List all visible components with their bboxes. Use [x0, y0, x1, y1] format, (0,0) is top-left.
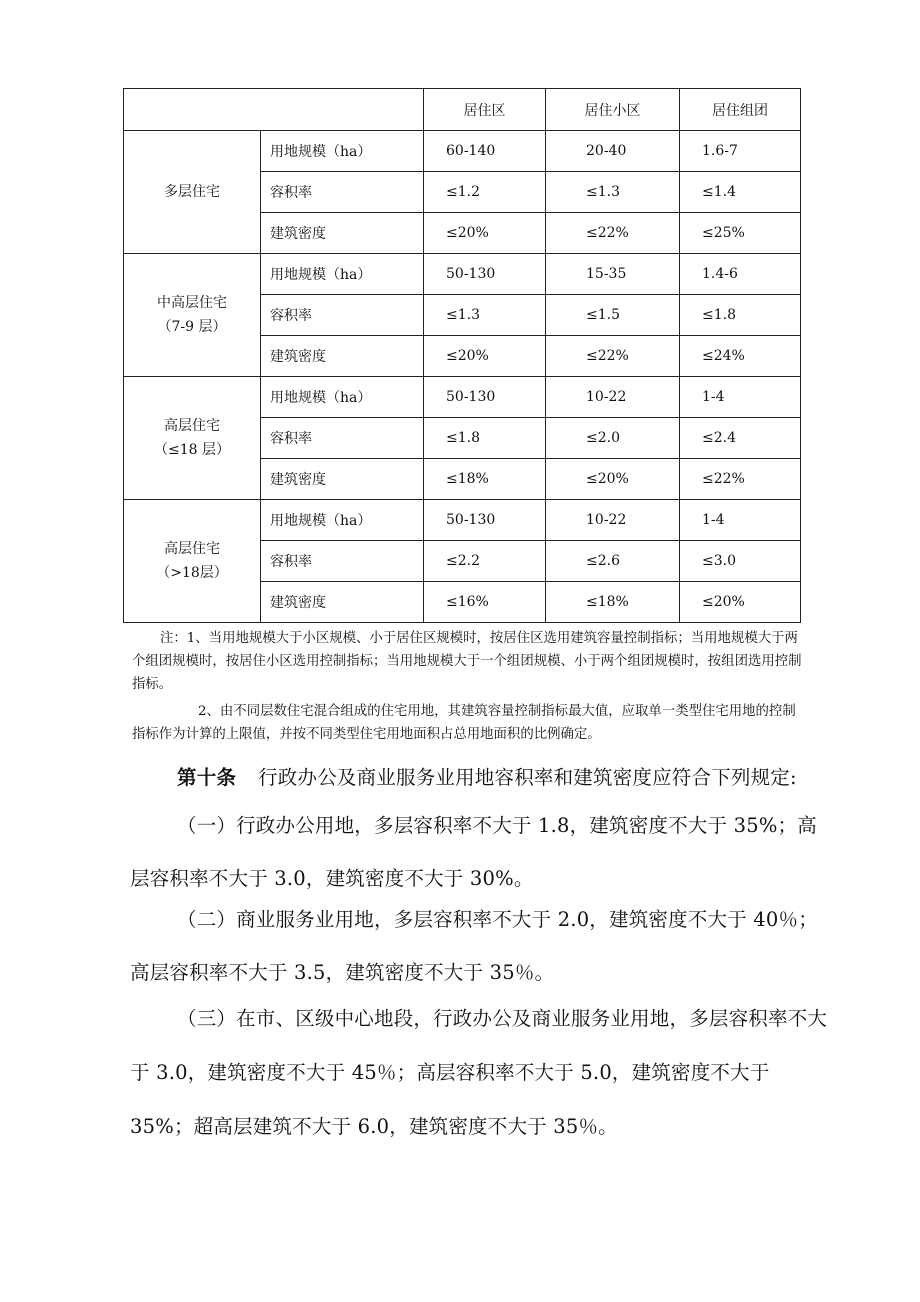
indicator-value-cell: 1-4 — [680, 377, 801, 418]
building-type-floors: （≤18 层） — [154, 442, 230, 458]
article-item-1: （一）行政办公用地，多层容积率不大于 1.8，建筑密度不大于 35%；高层容积率不大于 3.0，建筑密度不大于 30%。 — [130, 814, 817, 890]
building-type-name: 高层住宅 — [164, 418, 220, 434]
indicator-value-cell: ≤25% — [680, 213, 801, 254]
table-row — [124, 377, 801, 418]
table-row — [124, 131, 801, 172]
indicator-value-cell: ≤1.8 — [424, 418, 546, 459]
control-index-table — [123, 88, 801, 623]
indicator-value-cell: ≤16% — [424, 582, 546, 623]
indicator-value-cell: ≤20% — [546, 459, 680, 500]
indicator-value-cell: ≤2.2 — [424, 541, 546, 582]
building-type-cell — [124, 377, 261, 500]
indicator-name-cell: 用地规模（ha） — [261, 500, 424, 541]
indicator-name-cell: 用地规模（ha） — [261, 131, 424, 172]
article-item-2: （二）商业服务业用地，多层容积率不大于 2.0，建筑密度不大于 40％；高层容积率不大于 3.5，建筑密度不大于 35％。 — [130, 908, 818, 984]
indicator-value-cell: ≤2.6 — [546, 541, 680, 582]
indicator-name-cell: 建筑密度 — [261, 213, 424, 254]
indicator-value-cell: 50-130 — [424, 377, 546, 418]
indicator-name-cell: 用地规模（ha） — [261, 377, 424, 418]
article-item-3: （三）在市、区级中心地段，行政办公及商业服务业用地，多层容积率不大于 3.0，建筑密度不大于 45％；高层容积率不大于 5.0，建筑密度不大于 35%；超高层建筑不大于 6.0，建筑密度不大于 35％。 — [130, 1007, 828, 1138]
building-type-floors: （>18层） — [156, 565, 228, 581]
indicator-value-cell: ≤1.2 — [424, 172, 546, 213]
indicator-name-cell: 建筑密度 — [261, 582, 424, 623]
indicator-value-cell: ≤1.5 — [546, 295, 680, 336]
header-blank-cell — [124, 89, 424, 131]
indicator-name-cell: 容积率 — [261, 418, 424, 459]
indicator-value-cell: ≤3.0 — [680, 541, 801, 582]
building-type-name: 高层住宅 — [164, 541, 220, 557]
building-type-cell — [124, 254, 261, 377]
indicator-value-cell: 1-4 — [680, 500, 801, 541]
indicator-value-cell: 20-40 — [546, 131, 680, 172]
header-residential-cluster: 居住组团 — [680, 89, 801, 131]
indicator-value-cell: ≤1.3 — [424, 295, 546, 336]
indicator-name-cell: 容积率 — [261, 541, 424, 582]
article-number: 第十条 — [177, 766, 237, 789]
indicator-value-cell: ≤1.8 — [680, 295, 801, 336]
table-note-2: 2、由不同层数住宅混合组成的住宅用地，其建筑容量控制指标最大值，应取单一类型住宅用地的控制指标作为计算的上限值，并按不同类型住宅用地面积占总用地面积的比例确定。 — [132, 704, 796, 742]
article-title — [130, 758, 830, 798]
indicator-value-cell: ≤22% — [546, 336, 680, 377]
table-header-row — [124, 89, 801, 131]
indicator-value-cell: ≤2.4 — [680, 418, 801, 459]
indicator-value-cell: ≤2.0 — [546, 418, 680, 459]
table-row — [124, 500, 801, 541]
indicator-name-cell: 容积率 — [261, 295, 424, 336]
indicator-value-cell: ≤20% — [680, 582, 801, 623]
indicator-name-cell: 建筑密度 — [261, 459, 424, 500]
indicator-name-cell: 用地规模（ha） — [261, 254, 424, 295]
indicator-value-cell: 10-22 — [546, 377, 680, 418]
table-note-1: 注：1、当用地规模大于小区规模、小于居住区规模时，按居住区选用建筑容量控制指标；当用地规模大于两个组团规模时，按居住小区选用控制指标；当用地规模大于一个组团规模、小于两个组团规模时，按组团选用控制指标。 — [132, 631, 802, 692]
indicator-value-cell: 10-22 — [546, 500, 680, 541]
indicator-value-cell: 60-140 — [424, 131, 546, 172]
header-residential-quarter: 居住小区 — [546, 89, 680, 131]
indicator-value-cell: ≤18% — [424, 459, 546, 500]
indicator-value-cell: 1.4-6 — [680, 254, 801, 295]
indicator-value-cell: ≤22% — [546, 213, 680, 254]
article-title-text: 行政办公及商业服务业用地容积率和建筑密度应符合下列规定: — [258, 766, 797, 789]
indicator-value-cell: ≤18% — [546, 582, 680, 623]
indicator-value-cell: ≤20% — [424, 213, 546, 254]
building-type-name: 中高层住宅 — [157, 295, 227, 311]
building-type-cell — [124, 500, 261, 623]
building-type-floors: （7-9 层） — [157, 319, 227, 335]
indicator-value-cell: ≤22% — [680, 459, 801, 500]
indicator-value-cell: 50-130 — [424, 254, 546, 295]
indicator-value-cell: ≤1.3 — [546, 172, 680, 213]
building-type-cell — [124, 131, 261, 254]
indicator-value-cell: 1.6-7 — [680, 131, 801, 172]
indicator-value-cell: 15-35 — [546, 254, 680, 295]
indicator-value-cell: 50-130 — [424, 500, 546, 541]
header-residential-district: 居住区 — [424, 89, 546, 131]
indicator-value-cell: ≤1.4 — [680, 172, 801, 213]
table-row — [124, 254, 801, 295]
indicator-name-cell: 容积率 — [261, 172, 424, 213]
indicator-value-cell: ≤24% — [680, 336, 801, 377]
indicator-value-cell: ≤20% — [424, 336, 546, 377]
indicator-name-cell: 建筑密度 — [261, 336, 424, 377]
building-type-name: 多层住宅 — [164, 184, 220, 200]
